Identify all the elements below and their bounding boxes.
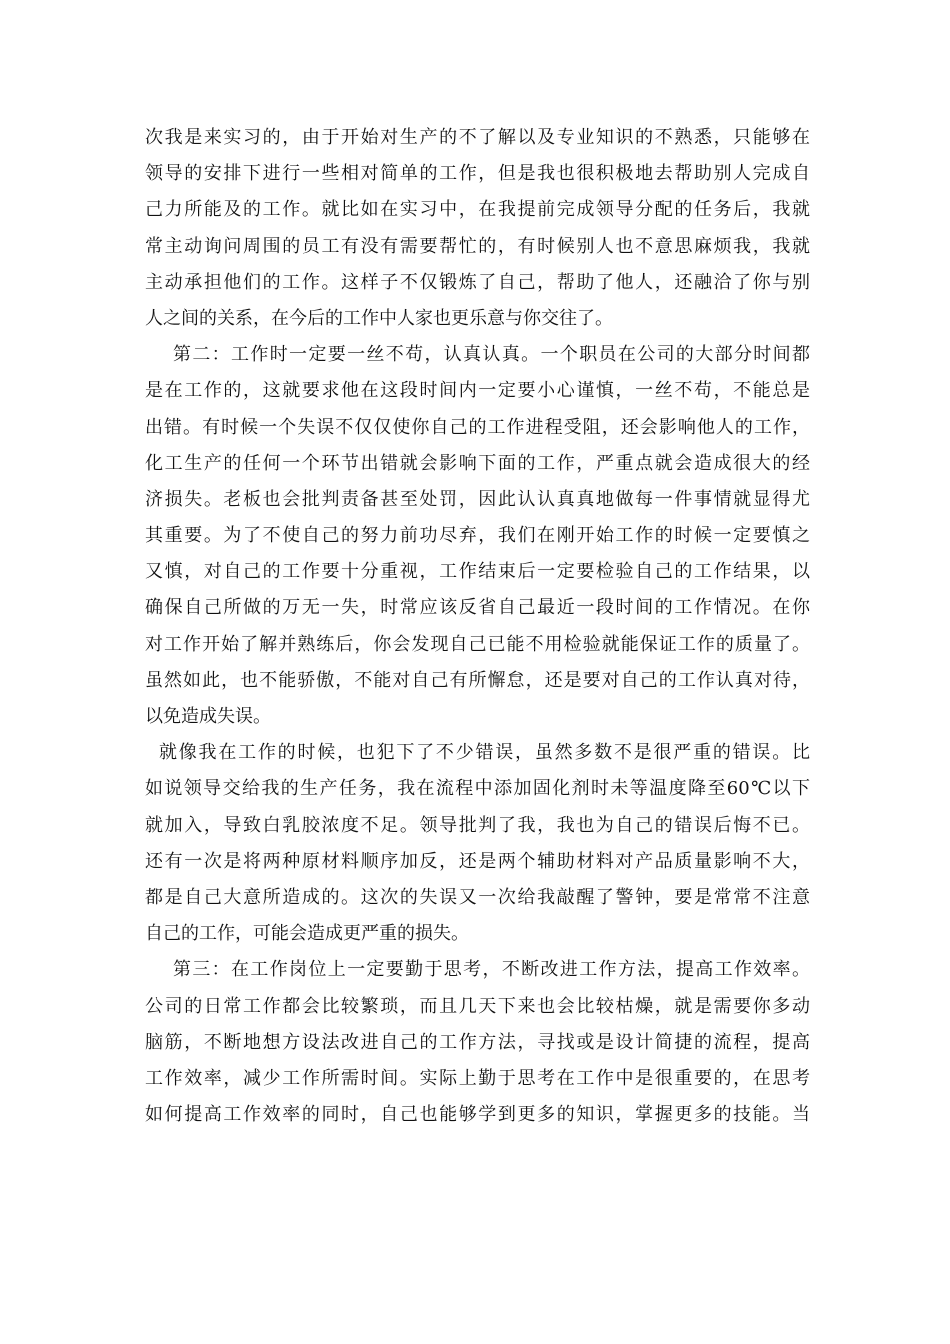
text-line: 又慎，对自己的工作要十分重视，工作结束后一定要检验自己的工作结果，以 xyxy=(145,561,810,583)
document-body xyxy=(145,120,810,1133)
text-line: 第三：在工作岗位上一定要勤于思考，不断改进工作方法，提高工作效率。 xyxy=(173,959,810,981)
text-line: 如说领导交给我的生产任务，我在流程中添加固化剂时未等温度降至60℃以下 xyxy=(145,778,810,800)
text-line: 己力所能及的工作。就比如在实习中，在我提前完成领导分配的任务后，我就 xyxy=(145,199,810,221)
text-line: 次我是来实习的，由于开始对生产的不了解以及专业知识的不熟悉，只能够在 xyxy=(145,127,810,148)
paragraph xyxy=(145,120,810,337)
text-line: 虽然如此，也不能骄傲，不能对自己有所懈怠，还是要对自己的工作认真对待， xyxy=(145,669,810,691)
text-line: 公司的日常工作都会比较繁琐，而且几天下来也会比较枯燥，就是需要你多动 xyxy=(145,995,810,1017)
text-line: 如何提高工作效率的同时，自己也能够学到更多的知识，掌握更多的技能。当 xyxy=(145,1104,810,1126)
text-line: 济损失。老板也会批判责备甚至处罚，因此认认真真地做每一件事情就显得尤 xyxy=(145,488,810,510)
text-line: 人之间的关系，在今后的工作中人家也更乐意与你交往了。 xyxy=(145,307,613,329)
text-line: 就像我在工作的时候，也犯下了不少错误，虽然多数不是很严重的错误。比 xyxy=(159,742,810,764)
text-line: 主动承担他们的工作。这样子不仅锻炼了自己，帮助了他人，还融洽了你与别 xyxy=(145,271,810,293)
text-line: 脑筋，不断地想方设法改进自己的工作方法，寻找或是设计简捷的流程，提高 xyxy=(145,1031,810,1053)
text-line: 领导的安排下进行一些相对简单的工作，但是我也很积极地去帮助别人完成自 xyxy=(145,163,810,185)
text-line: 自己的工作，可能会造成更严重的损失。 xyxy=(145,923,469,945)
paragraph xyxy=(145,952,810,1133)
text-line: 以免造成失误。 xyxy=(145,706,271,727)
text-line: 其重要。为了不使自己的努力前功尽弃，我们在刚开始工作的时候一定要慎之 xyxy=(145,525,810,547)
text-line: 确保自己所做的万无一失，时常应该反省自己最近一段时间的工作情况。在你 xyxy=(145,597,810,619)
text-line: 第二：工作时一定要一丝不苟，认真认真。一个职员在公司的大部分时间都 xyxy=(173,344,810,366)
text-line: 工作效率，减少工作所需时间。实际上勤于思考在工作中是很重要的，在思考 xyxy=(145,1067,810,1089)
text-line: 化工生产的任何一个环节出错就会影响下面的工作，严重点就会造成很大的经 xyxy=(145,452,810,474)
text-line: 是在工作的，这就要求他在这段时间内一定要小心谨慎，一丝不苟，不能总是 xyxy=(145,380,810,402)
text-line: 还有一次是将两种原材料顺序加反，还是两个辅助材料对产品质量影响不大， xyxy=(145,850,810,872)
text-line: 就加入，导致白乳胶浓度不足。领导批判了我，我也为自己的错误后悔不已。 xyxy=(145,814,810,836)
text-line: 常主动询问周围的员工有没有需要帮忙的，有时候别人也不意思麻烦我，我就 xyxy=(145,235,810,257)
text-line: 都是自己大意所造成的。这次的失误又一次给我敲醒了警钟，要是常常不注意 xyxy=(145,886,810,908)
paragraph xyxy=(145,337,810,735)
text-line: 出错。有时候一个失误不仅仅使你自己的工作进程受阻，还会影响他人的工作， xyxy=(145,416,810,438)
paragraph xyxy=(145,735,810,952)
text-line: 对工作开始了解并熟练后，你会发现自己已能不用检验就能保证工作的质量了。 xyxy=(145,633,810,655)
